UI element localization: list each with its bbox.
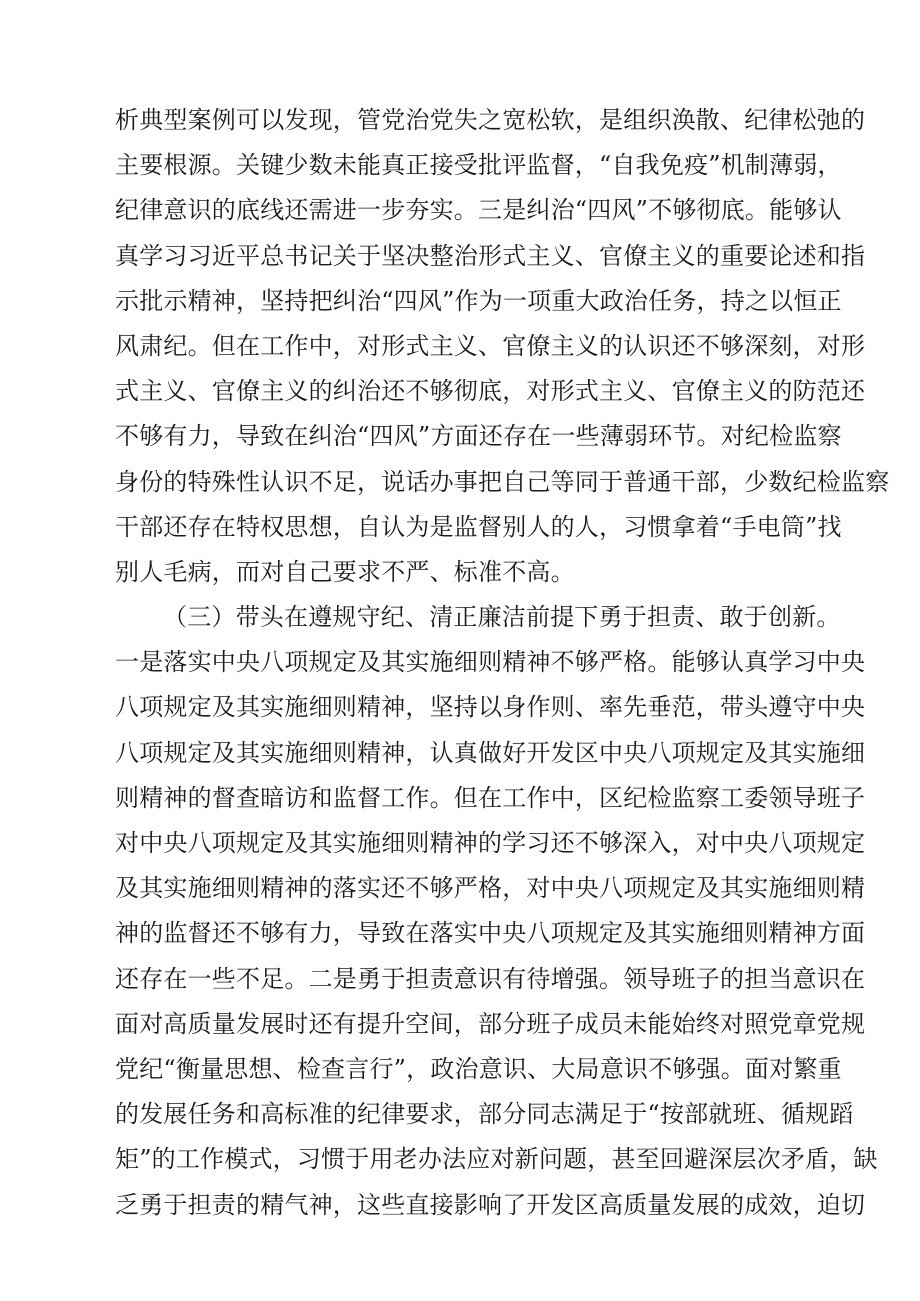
text-line: 式主义、官僚主义的纠治还不够彻底，对形式主义、官僚主义的防范还	[115, 377, 866, 406]
text-line: 纪律意识的底线还需进一步夯实。三是纠治“四风”不够彻底。能够认	[115, 196, 842, 225]
text-line: 党纪“衡量思想、检查言行”，政治意识、大局意识不够强。面对繁重	[115, 1054, 842, 1083]
text-line: 的发展任务和高标准的纪律要求，部分同志满足于“按部就班、循规蹈	[115, 1100, 854, 1129]
text-line: 风肃纪。但在工作中，对形式主义、官僚主义的认识还不够深刻，对形	[115, 331, 866, 360]
text-line: 真学习习近平总书记关于坚决整治形式主义、官僚主义的重要论述和指	[115, 241, 866, 270]
document-body	[115, 98, 890, 1228]
text-line: 不够有力，导致在纠治“四风”方面还存在一些薄弱环节。对纪检监察	[115, 422, 842, 451]
text-line: 面对高质量发展时还有提升空间，部分班子成员未能始终对照党章党规	[115, 1009, 866, 1038]
text-line: 神的监督还不够有力，导致在落实中央八项规定及其实施细则精神方面	[115, 919, 866, 948]
text-line: 析典型案例可以发现，管党治党失之宽松软，是组织涣散、纪律松弛的	[115, 106, 866, 134]
text-line: 及其实施细则精神的落实还不够严格，对中央八项规定及其实施细则精	[115, 874, 866, 903]
text-line: 身份的特殊性认识不足，说话办事把自己等同于普通干部，少数纪检监察	[115, 467, 890, 496]
text-line: 一是落实中央八项规定及其实施细则精神不够严格。能够认真学习中央	[115, 648, 866, 677]
text-line: 主要根源。关键少数未能真正接受批评监督，“自我免疫”机制薄弱，	[115, 151, 842, 180]
text-line: 干部还存在特权思想，自认为是监督别人的人，习惯拿着“手电筒”找	[115, 512, 842, 541]
text-line: 矩”的工作模式，习惯于用老办法应对新问题，甚至回避深层次矛盾，缺	[115, 1145, 878, 1174]
text-line: 示批示精神，坚持把纠治“四风”作为一项重大政治任务，持之以恒正	[115, 286, 842, 315]
text-line: 则精神的督查暗访和监督工作。但在工作中，区纪检监察工委领导班子	[115, 783, 866, 812]
text-line: 对中央八项规定及其实施细则精神的学习还不够深入，对中央八项规定	[115, 829, 866, 857]
text-line: 八项规定及其实施细则精神，认真做好开发区中央八项规定及其实施细	[115, 738, 866, 767]
paragraph-end-line: 别人毛病，而对自己要求不严、标准不高。	[115, 557, 575, 586]
text-line: 乏勇于担责的精气神，这些直接影响了开发区高质量发展的成效，迫切	[115, 1190, 866, 1219]
text-line: 八项规定及其实施细则精神，坚持以身作则、率先垂范，带头遵守中央	[115, 693, 866, 722]
text-line: 还存在一些不足。二是勇于担责意识有待增强。领导班子的担当意识在	[115, 964, 866, 993]
section-heading-line: （三）带头在遵规守纪、清正廉洁前提下勇于担责、敢于创新。	[163, 603, 841, 632]
